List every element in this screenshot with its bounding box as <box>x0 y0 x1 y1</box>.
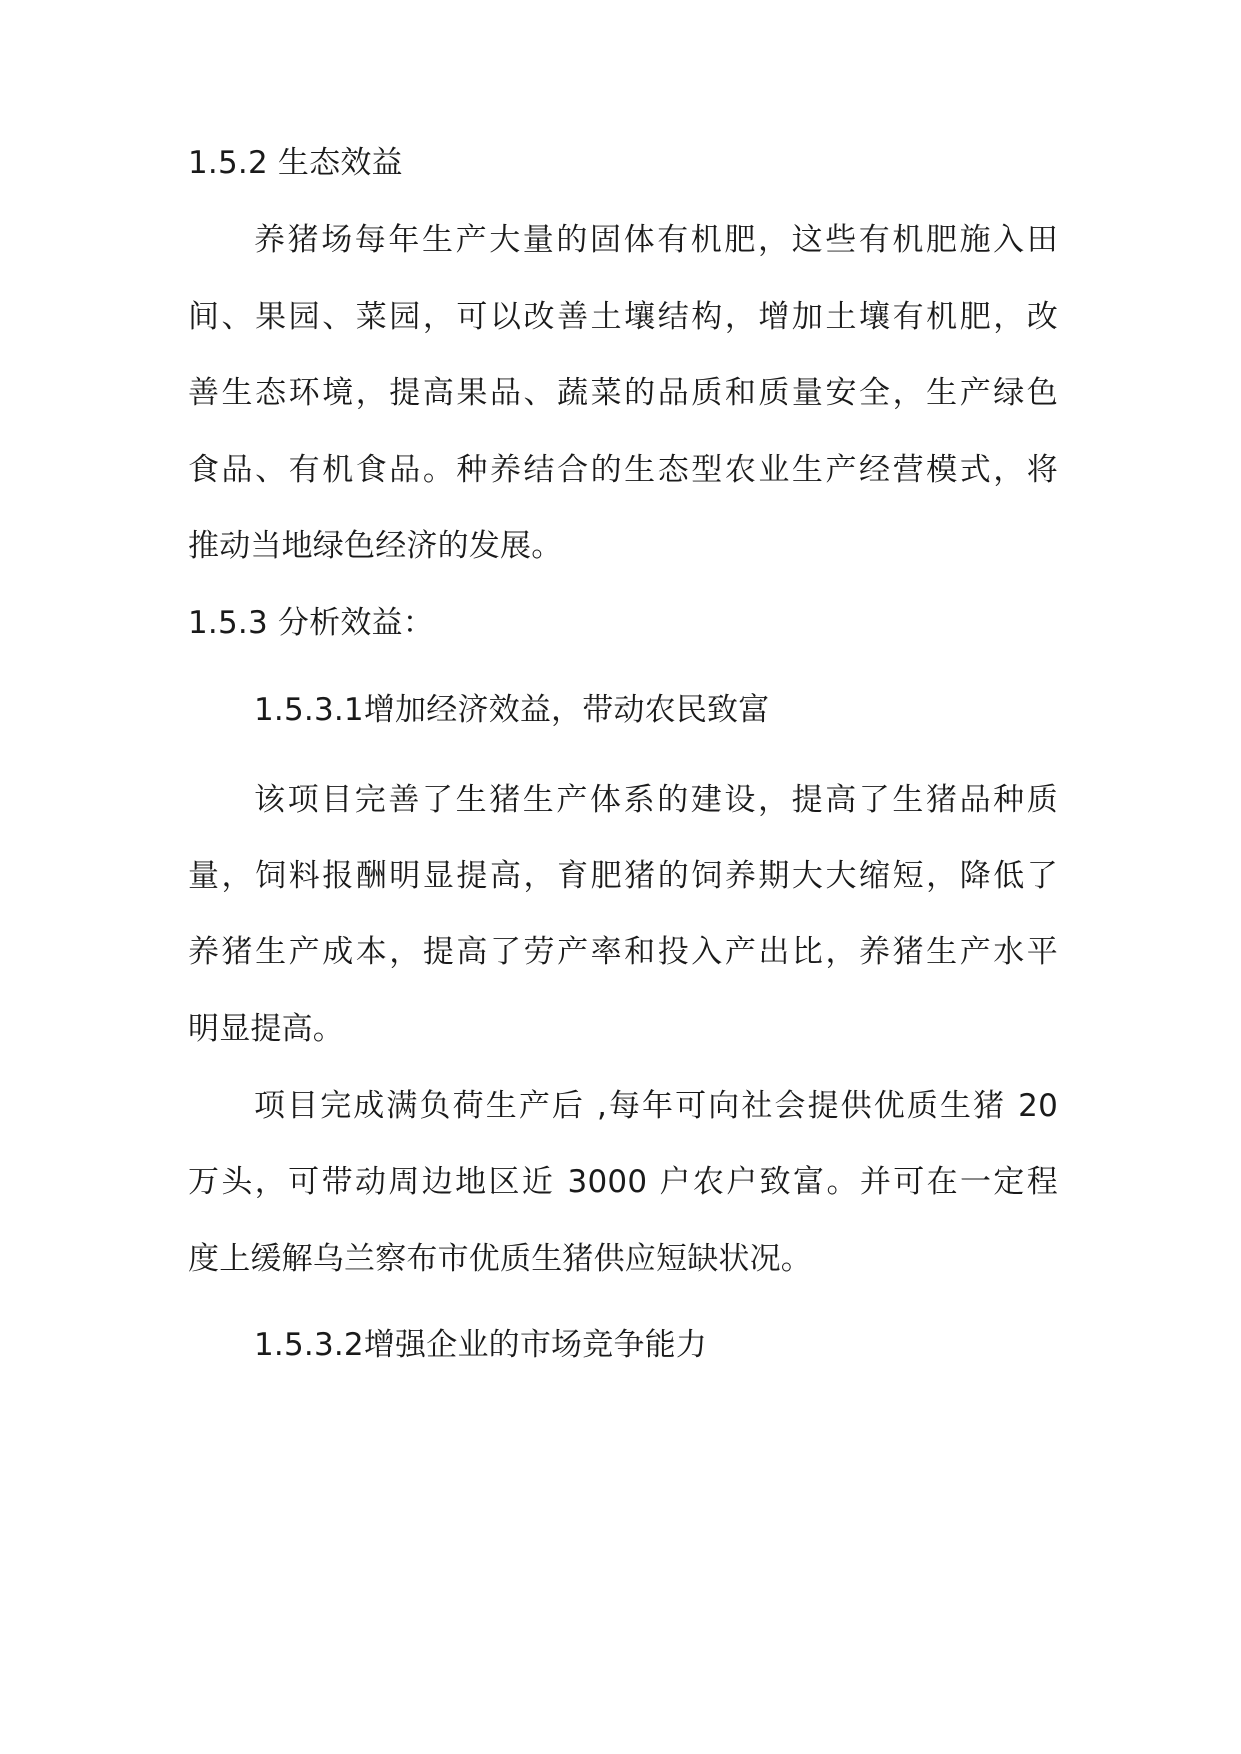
output-paragraph-line-2: 万头，可带动周边地区近 3000 户农户致富。并可在一定程 <box>188 1164 1058 1200</box>
eco-paragraph-line-2: 间、果园、菜园，可以改善土壤结构，增加土壤有机肥，改 <box>188 299 1058 335</box>
heading-1-5-3-1: 1.5.3.1增加经济效益，带动农民致富 <box>254 692 770 728</box>
heading-1-5-3: 1.5.3 分析效益： <box>188 605 434 641</box>
eco-paragraph-line-1: 养猪场每年生产大量的固体有机肥，这些有机肥施入田 <box>254 222 1058 258</box>
system-paragraph-line-3: 养猪生产成本，提高了劳产率和投入产出比，养猪生产水平 <box>188 934 1058 970</box>
output-paragraph-line-1: 项目完成满负荷生产后 ,每年可向社会提供优质生猪 20 <box>254 1088 1058 1124</box>
system-paragraph-line-4: 明显提高。 <box>188 1011 344 1047</box>
eco-paragraph-line-4: 食品、有机食品。种养结合的生态型农业生产经营模式，将 <box>188 452 1058 488</box>
system-paragraph-line-2: 量，饲料报酬明显提高，育肥猪的饲养期大大缩短，降低了 <box>188 858 1058 894</box>
system-paragraph-line-1: 该项目完善了生猪生产体系的建设，提高了生猪品种质 <box>254 782 1058 818</box>
heading-1-5-3-2: 1.5.3.2增强企业的市场竞争能力 <box>254 1327 708 1363</box>
heading-1-5-2: 1.5.2 生态效益 <box>188 145 403 181</box>
output-paragraph-line-3: 度上缓解乌兰察布市优质生猪供应短缺状况。 <box>188 1241 812 1277</box>
eco-paragraph-line-3: 善生态环境，提高果品、蔬菜的品质和质量安全，生产绿色 <box>188 375 1058 411</box>
eco-paragraph-line-5: 推动当地绿色经济的发展。 <box>188 528 563 564</box>
